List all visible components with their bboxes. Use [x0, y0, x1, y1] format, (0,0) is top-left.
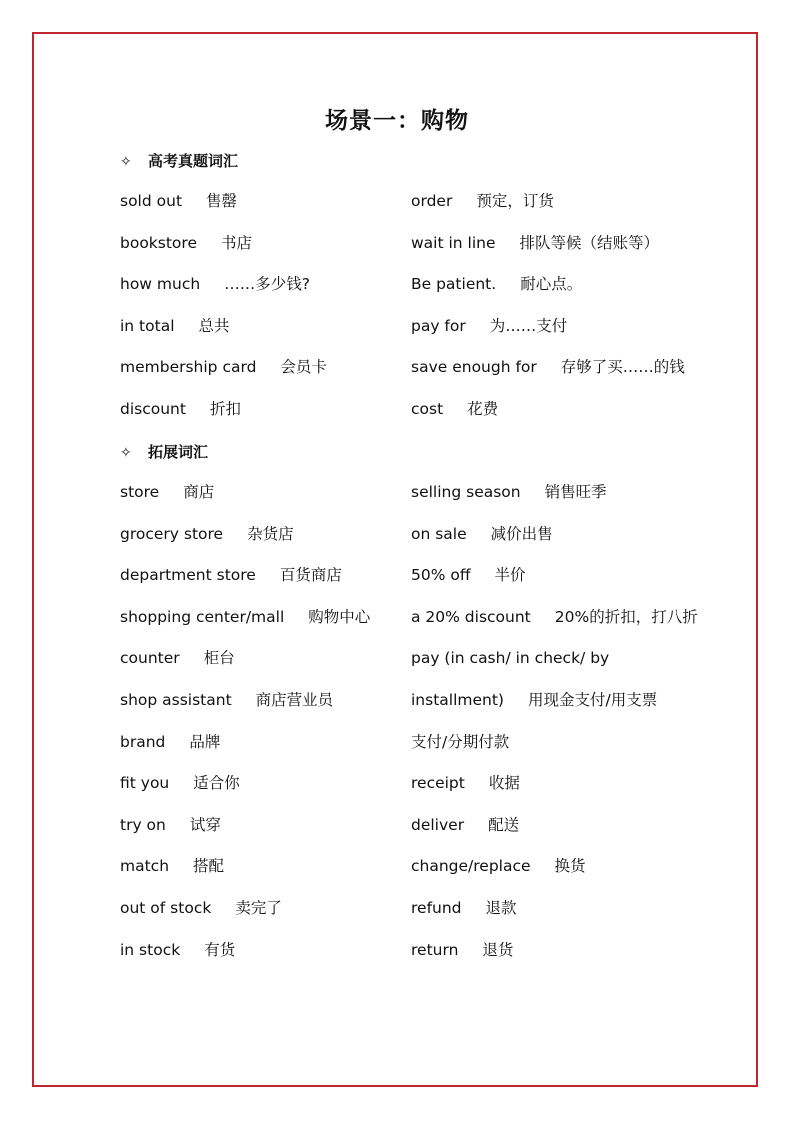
- chinese-meaning: 柜台: [203, 649, 235, 668]
- chinese-meaning: 花费: [467, 400, 499, 418]
- vocab-row: [120, 565, 342, 585]
- vocab-row: [411, 191, 554, 211]
- vocab-row: [411, 898, 517, 918]
- chinese-meaning: 用现金支付/用支票: [527, 691, 658, 709]
- english-term: in stock: [120, 940, 181, 959]
- page-title: 场景一：购物: [325, 108, 469, 134]
- chinese-meaning: 排队等候（结账等）: [519, 233, 660, 252]
- english-term: try on: [120, 815, 166, 834]
- english-term: shop assistant: [120, 691, 232, 709]
- vocab-row: [120, 648, 235, 668]
- section-core-vocabulary: [120, 150, 238, 171]
- chinese-meaning: 半价: [494, 566, 526, 585]
- chinese-meaning: 换货: [554, 857, 586, 876]
- english-term: out of stock: [120, 899, 212, 917]
- chinese-meaning: 试穿: [189, 815, 221, 834]
- chinese-meaning: 售罄: [206, 192, 238, 210]
- chinese-meaning: 有货: [204, 940, 236, 959]
- vocab-row: [411, 399, 498, 419]
- english-term: receipt: [411, 774, 465, 793]
- chinese-meaning: 减价出售: [490, 524, 553, 543]
- english-term: match: [120, 857, 170, 876]
- english-term: counter: [120, 649, 180, 668]
- english-term: department store: [120, 566, 256, 585]
- vocab-row: [411, 732, 509, 752]
- english-term: change/replace: [411, 857, 531, 876]
- english-term: sold out: [120, 192, 183, 210]
- english-term: pay for: [411, 316, 466, 335]
- vocab-row: [411, 482, 607, 502]
- vocab-row: [120, 690, 333, 710]
- chinese-meaning: 会员卡: [280, 358, 327, 377]
- chinese-meaning: 退款: [485, 899, 517, 917]
- vocab-row: [411, 940, 513, 960]
- chinese-meaning: 品牌: [189, 732, 221, 751]
- english-term: refund: [411, 899, 462, 917]
- chinese-meaning: 销售旺季: [544, 483, 607, 501]
- english-term: fit you: [120, 774, 170, 793]
- diamond-icon: ✧: [120, 154, 132, 170]
- chinese-meaning: 存够了买……的钱: [560, 358, 685, 377]
- chinese-meaning: 商店: [183, 483, 215, 501]
- vocab-row: [411, 856, 586, 876]
- chinese-meaning: 收据: [488, 774, 520, 793]
- chinese-meaning: 书店: [221, 233, 253, 252]
- vocab-row: [120, 607, 370, 627]
- english-term: membership card: [120, 358, 257, 377]
- english-term: save enough for: [411, 358, 537, 377]
- vocab-row: [411, 233, 659, 253]
- vocab-row: [411, 815, 519, 835]
- chinese-meaning: 耐心点。: [520, 275, 583, 294]
- vocab-row: [120, 357, 327, 377]
- english-term: store: [120, 483, 160, 501]
- section-extended-vocabulary: [120, 441, 208, 462]
- vocab-row: [120, 856, 224, 876]
- vocab-row: [120, 524, 294, 544]
- chinese-meaning: ……多少钱?: [224, 275, 310, 294]
- section-title: 拓展词汇: [148, 443, 209, 461]
- english-term: 支付/分期付款: [411, 732, 510, 751]
- chinese-meaning: 购物中心: [308, 607, 371, 626]
- diamond-icon: ✧: [120, 445, 132, 461]
- vocab-row: [120, 274, 310, 294]
- vocab-row: [411, 316, 567, 336]
- vocab-row: [120, 773, 240, 793]
- english-term: grocery store: [120, 524, 224, 543]
- chinese-meaning: 20%的折扣，打八折: [554, 607, 698, 626]
- english-term: deliver: [411, 815, 465, 834]
- chinese-meaning: 折扣: [209, 400, 241, 418]
- english-term: order: [411, 192, 453, 210]
- english-term: selling season: [411, 483, 521, 501]
- chinese-meaning: 搭配: [193, 857, 225, 876]
- vocab-row: [411, 690, 657, 710]
- english-term: brand: [120, 732, 166, 751]
- english-term: how much: [120, 275, 201, 294]
- vocab-row: [411, 773, 520, 793]
- english-term: wait in line: [411, 233, 496, 252]
- english-term: discount: [120, 400, 186, 418]
- vocab-row: [411, 274, 582, 294]
- vocab-row: [120, 815, 221, 835]
- english-term: pay (in cash/ in check/ by: [411, 649, 610, 668]
- chinese-meaning: 退货: [482, 940, 514, 959]
- vocab-row: [120, 316, 230, 336]
- vocab-row: [120, 191, 237, 211]
- chinese-meaning: 总共: [198, 316, 230, 335]
- vocab-row: [411, 357, 685, 377]
- vocab-row: [411, 648, 609, 668]
- english-term: on sale: [411, 524, 467, 543]
- vocab-row: [411, 565, 526, 585]
- chinese-meaning: 百货商店: [279, 566, 342, 585]
- english-term: Be patient.: [411, 275, 497, 294]
- vocab-row: [120, 399, 241, 419]
- english-term: in total: [120, 316, 175, 335]
- english-term: shopping center/mall: [120, 607, 285, 626]
- chinese-meaning: 配送: [488, 815, 520, 834]
- chinese-meaning: 商店营业员: [255, 691, 334, 709]
- english-term: 50% off: [411, 566, 471, 585]
- vocab-row: [120, 732, 220, 752]
- vocab-row: [411, 524, 553, 544]
- chinese-meaning: 为……支付: [489, 316, 568, 335]
- english-term: cost: [411, 400, 444, 418]
- section-title: 高考真题词汇: [148, 152, 239, 170]
- vocab-row: [120, 940, 235, 960]
- chinese-meaning: 杂货店: [247, 524, 294, 543]
- vocab-row: [120, 898, 282, 918]
- english-term: a 20% discount: [411, 607, 531, 626]
- vocab-row: [120, 482, 214, 502]
- english-term: installment): [411, 691, 504, 709]
- english-term: return: [411, 940, 459, 959]
- chinese-meaning: 卖完了: [235, 899, 282, 917]
- english-term: bookstore: [120, 233, 197, 252]
- chinese-meaning: 预定，订货: [476, 192, 554, 210]
- chinese-meaning: 适合你: [193, 774, 240, 793]
- vocab-row: [411, 607, 698, 627]
- vocab-row: [120, 233, 252, 253]
